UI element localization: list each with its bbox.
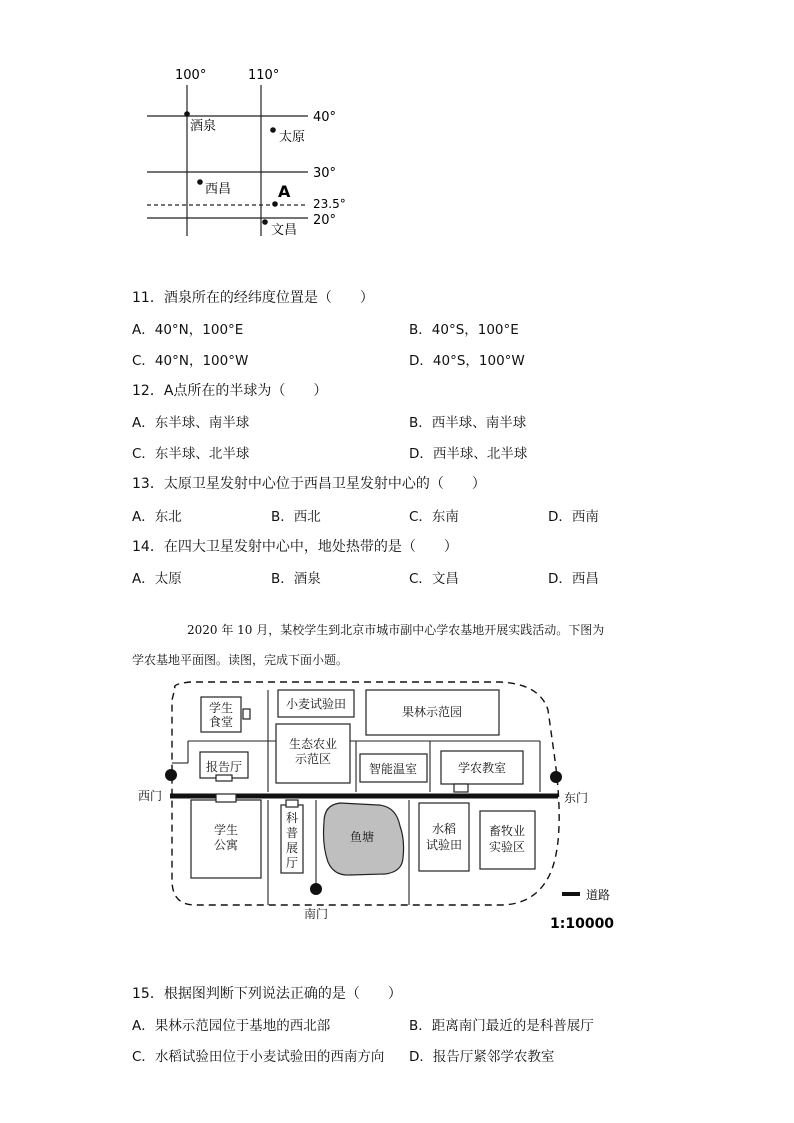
label-orchard: 果林示范园 — [401, 705, 463, 719]
city-xichang: 西昌 — [205, 182, 232, 197]
q14-option-c[interactable]: C．文昌 — [409, 571, 459, 587]
label-sci-4: 厅 — [285, 856, 299, 870]
q13-option-a[interactable]: A．东北 — [132, 509, 182, 525]
question-11: 11．酒泉所在的经纬度位置是（ ） — [132, 290, 374, 306]
lon-label-110: 110° — [248, 68, 280, 83]
question-13: 13．太原卫星发射中心位于西昌卫星发射中心的（ ） — [132, 476, 486, 492]
label-eco-2: 示范区 — [294, 752, 332, 766]
q11-option-c[interactable]: C．40°N，100°W — [132, 353, 249, 369]
lat-label-40: 40° — [313, 110, 337, 125]
label-livestock-2: 实验区 — [488, 840, 526, 854]
q11-option-d[interactable]: D．40°S，100°W — [409, 353, 525, 369]
label-rice-1: 水稻 — [431, 822, 457, 836]
label-rice-2: 试验田 — [425, 838, 463, 852]
q13-option-c[interactable]: C．东南 — [409, 509, 459, 525]
city-wenchang: 文昌 — [271, 223, 298, 238]
lat-label-23-5: 23.5° — [313, 197, 346, 211]
label-south-gate: 南门 — [303, 907, 329, 921]
q13-option-d[interactable]: D．西南 — [548, 509, 599, 525]
west-gate-marker — [165, 769, 177, 781]
label-eco-1: 生态农业 — [288, 737, 338, 751]
question-12: 12．A点所在的半球为（ ） — [132, 383, 328, 399]
rice-field-box — [419, 803, 469, 871]
question-14: 14．在四大卫星发射中心中，地处热带的是（ ） — [132, 539, 458, 555]
q11-option-b[interactable]: B．40°S，100°E — [409, 322, 519, 338]
east-gate-marker — [550, 771, 562, 783]
q12-option-a[interactable]: A．东半球、南半球 — [132, 415, 250, 431]
q12-option-c[interactable]: C．东半球、北半球 — [132, 446, 250, 462]
q15-option-c[interactable]: C．水稻试验田位于小麦试验田的西南方向 — [132, 1049, 385, 1065]
label-classroom: 学农教室 — [457, 761, 507, 775]
lat-label-30: 30° — [313, 166, 337, 181]
label-livestock-1: 畜牧业 — [488, 824, 526, 838]
legend-road-label: 道路 — [586, 888, 611, 902]
label-east-gate: 东门 — [563, 791, 589, 805]
passage-line-1: 2020 年 10 月，某校学生到北京市城市副中心学农基地开展实践活动。下图为 — [187, 623, 605, 637]
label-canteen-2: 食堂 — [208, 715, 234, 729]
q14-option-b[interactable]: B．酒泉 — [271, 571, 321, 587]
q11-option-a[interactable]: A．40°N，100°E — [132, 322, 244, 338]
q13-option-b[interactable]: B．西北 — [271, 509, 321, 525]
label-greenhouse: 智能温室 — [368, 762, 418, 776]
label-canteen-1: 学生 — [208, 701, 234, 715]
label-wheat: 小麦试验田 — [285, 697, 347, 711]
lon-label-100: 100° — [175, 68, 207, 83]
label-sci-3: 展 — [285, 841, 299, 855]
city-jiuquan: 酒泉 — [190, 119, 217, 134]
label-sci-1: 科 — [285, 811, 299, 825]
q15-option-b[interactable]: B．距离南门最近的是科普展厅 — [409, 1018, 594, 1034]
lat-label-20: 20° — [313, 213, 337, 228]
q14-option-d[interactable]: D．西昌 — [548, 571, 599, 587]
q15-option-d[interactable]: D．报告厅紧邻学农教室 — [409, 1049, 555, 1065]
south-gate-marker — [310, 883, 322, 895]
q12-option-b[interactable]: B．西半球、南半球 — [409, 415, 527, 431]
question-15: 15．根据图判断下列说法正确的是（ ） — [132, 986, 402, 1002]
passage-line-2: 学农基地平面图。读图，完成下面小题。 — [132, 653, 349, 667]
label-dorm-1: 学生 — [213, 823, 239, 837]
q12-option-d[interactable]: D．西半球、北半球 — [409, 446, 528, 462]
q15-option-a[interactable]: A．果林示范园位于基地的西北部 — [132, 1018, 331, 1034]
label-dorm-2: 公寓 — [213, 838, 239, 852]
label-pond: 鱼塘 — [349, 830, 375, 844]
scale-label: 1:10000 — [550, 916, 615, 932]
label-west-gate: 西门 — [137, 789, 163, 803]
city-taiyuan: 太原 — [279, 130, 306, 145]
q14-option-a[interactable]: A．太原 — [132, 571, 182, 587]
label-hall: 报告厅 — [205, 760, 243, 774]
point-a-label: A — [278, 182, 291, 201]
label-sci-2: 普 — [285, 826, 299, 840]
